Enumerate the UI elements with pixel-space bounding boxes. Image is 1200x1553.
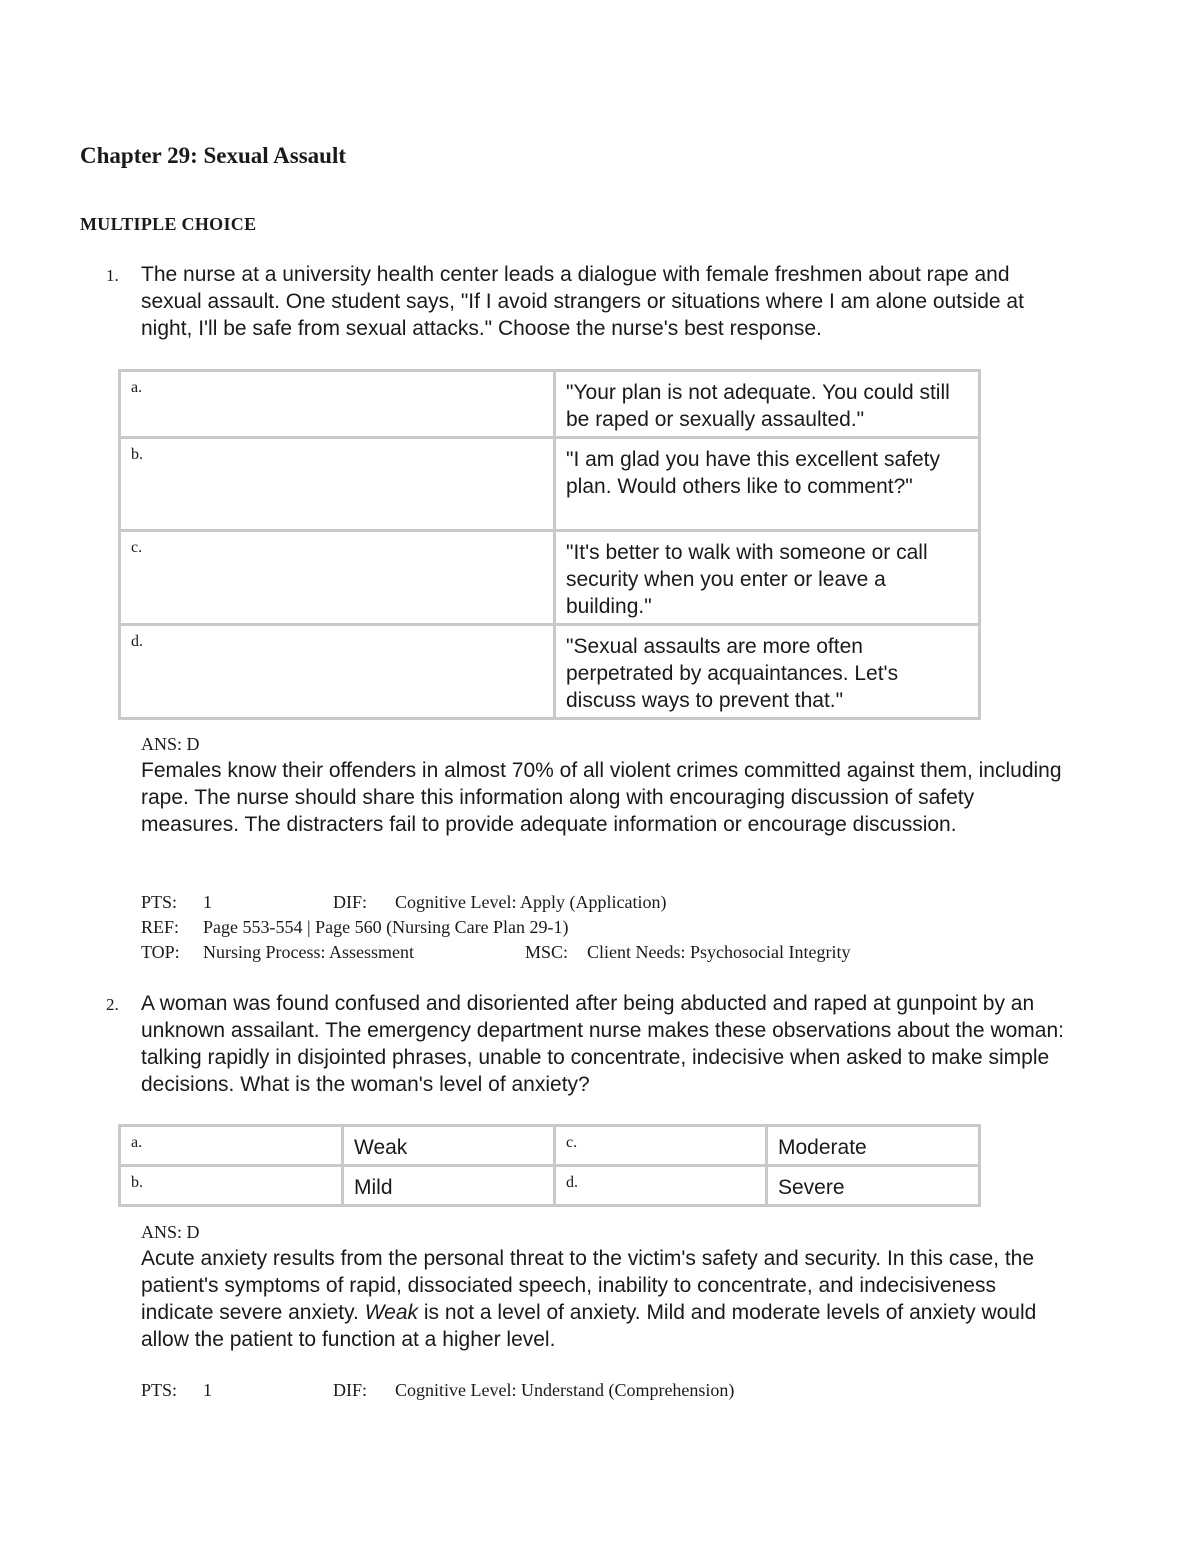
question-2-choice-row-1	[120, 1126, 980, 1166]
q2-dif-label: DIF:	[333, 1380, 368, 1400]
q1-msc-label: MSC:	[525, 942, 569, 962]
q1-dif-value: Cognitive Level: Apply (Application)	[395, 892, 667, 912]
rationale-emphasis: Weak	[364, 1301, 419, 1324]
question-1-choice-a	[120, 371, 980, 438]
rationale-text: is not a level of anxiety. Mild and moderate levels of anxiety would allow the patient to function at a higher level.	[141, 1301, 1037, 1351]
q1-ref-label: REF:	[141, 917, 180, 937]
question-1-answer: ANS: D	[141, 734, 200, 754]
choice-text: Weak	[354, 1136, 408, 1159]
choice-text: Mild	[354, 1176, 393, 1199]
choice-text: Severe	[778, 1176, 845, 1199]
choice-text: "Your plan is not adequate. You could still be raped or sexually assaulted."	[566, 381, 950, 431]
question-2-choices-table	[118, 1124, 981, 1207]
rationale-text: Acute anxiety results from the personal threat to the victim's safety and security. In this case, the patient's symptoms of rapid, dissociated speech, inability to concentrate, and indecisiveness indicate severe anxiety.	[141, 1247, 1035, 1324]
q1-dif-label: DIF:	[333, 892, 368, 912]
question-1-rationale: Females know their offenders in almost 70% of all violent crimes committed against them, including rape. The nurse should share this information along with encouraging discussion of safety measures. The distracters fail to provide adequate information or encourage discussion.	[141, 759, 1062, 836]
question-1-choice-d	[120, 625, 980, 719]
q2-pts-label: PTS:	[141, 1380, 178, 1400]
q1-msc-value: Client Needs: Psychosocial Integrity	[587, 942, 851, 962]
question-1-choice-b	[120, 438, 980, 531]
choice-text: "I am glad you have this excellent safety plan. Would others like to comment?"	[566, 448, 940, 498]
choice-letter: b.	[131, 1174, 143, 1191]
q2-pts-value: 1	[203, 1380, 212, 1400]
section-heading: MULTIPLE CHOICE	[80, 214, 257, 234]
question-2-number: 2.	[106, 995, 119, 1014]
choice-text: "Sexual assaults are more often perpetrated by acquaintances. Let's discuss ways to prevent that."	[566, 635, 899, 712]
choice-letter: c.	[131, 539, 143, 556]
q1-pts-value: 1	[203, 892, 212, 912]
q2-dif-value: Cognitive Level: Understand (Comprehension)	[395, 1380, 735, 1400]
choice-text: "It's better to walk with someone or call security when you enter or leave a building."	[566, 541, 928, 618]
chapter-title: Chapter 29: Sexual Assault	[80, 143, 347, 168]
choice-letter: d.	[131, 633, 143, 650]
q1-top-label: TOP:	[141, 942, 180, 962]
choice-letter: a.	[131, 379, 143, 396]
question-1-stem: The nurse at a university health center leads a dialogue with female freshmen about rape and sexual assault. One student says, "If I avoid strangers or situations where I am alone outside at night, I'll be safe from sexual attacks." Choose the nurse's best response.	[141, 263, 1024, 340]
q1-top-value: Nursing Process: Assessment	[203, 942, 414, 962]
question-1-number: 1.	[106, 266, 119, 285]
q1-ref-value: Page 553-554 | Page 560 (Nursing Care Plan 29-1)	[203, 917, 569, 937]
choice-letter: a.	[131, 1134, 143, 1151]
question-2-answer: ANS: D	[141, 1222, 200, 1242]
question-2-rationale	[141, 1245, 1071, 1353]
question-1-choice-c	[120, 531, 980, 625]
choice-text: Moderate	[778, 1136, 867, 1159]
choice-letter: b.	[131, 446, 143, 463]
question-2-stem: A woman was found confused and disoriented after being abducted and raped at gunpoint by an unknown assailant. The emergency department nurse makes these observations about the woman: talking rapidly in disjointed phrases, unable to concentrate, indecisive when asked to make simple decisions. What is the woman's level of anxiety?	[141, 992, 1064, 1096]
question-1-choices-table	[118, 369, 981, 720]
question-2-choice-row-2	[120, 1166, 980, 1206]
choice-letter: c.	[566, 1134, 578, 1151]
choice-letter: d.	[566, 1174, 578, 1191]
q1-pts-label: PTS:	[141, 892, 178, 912]
